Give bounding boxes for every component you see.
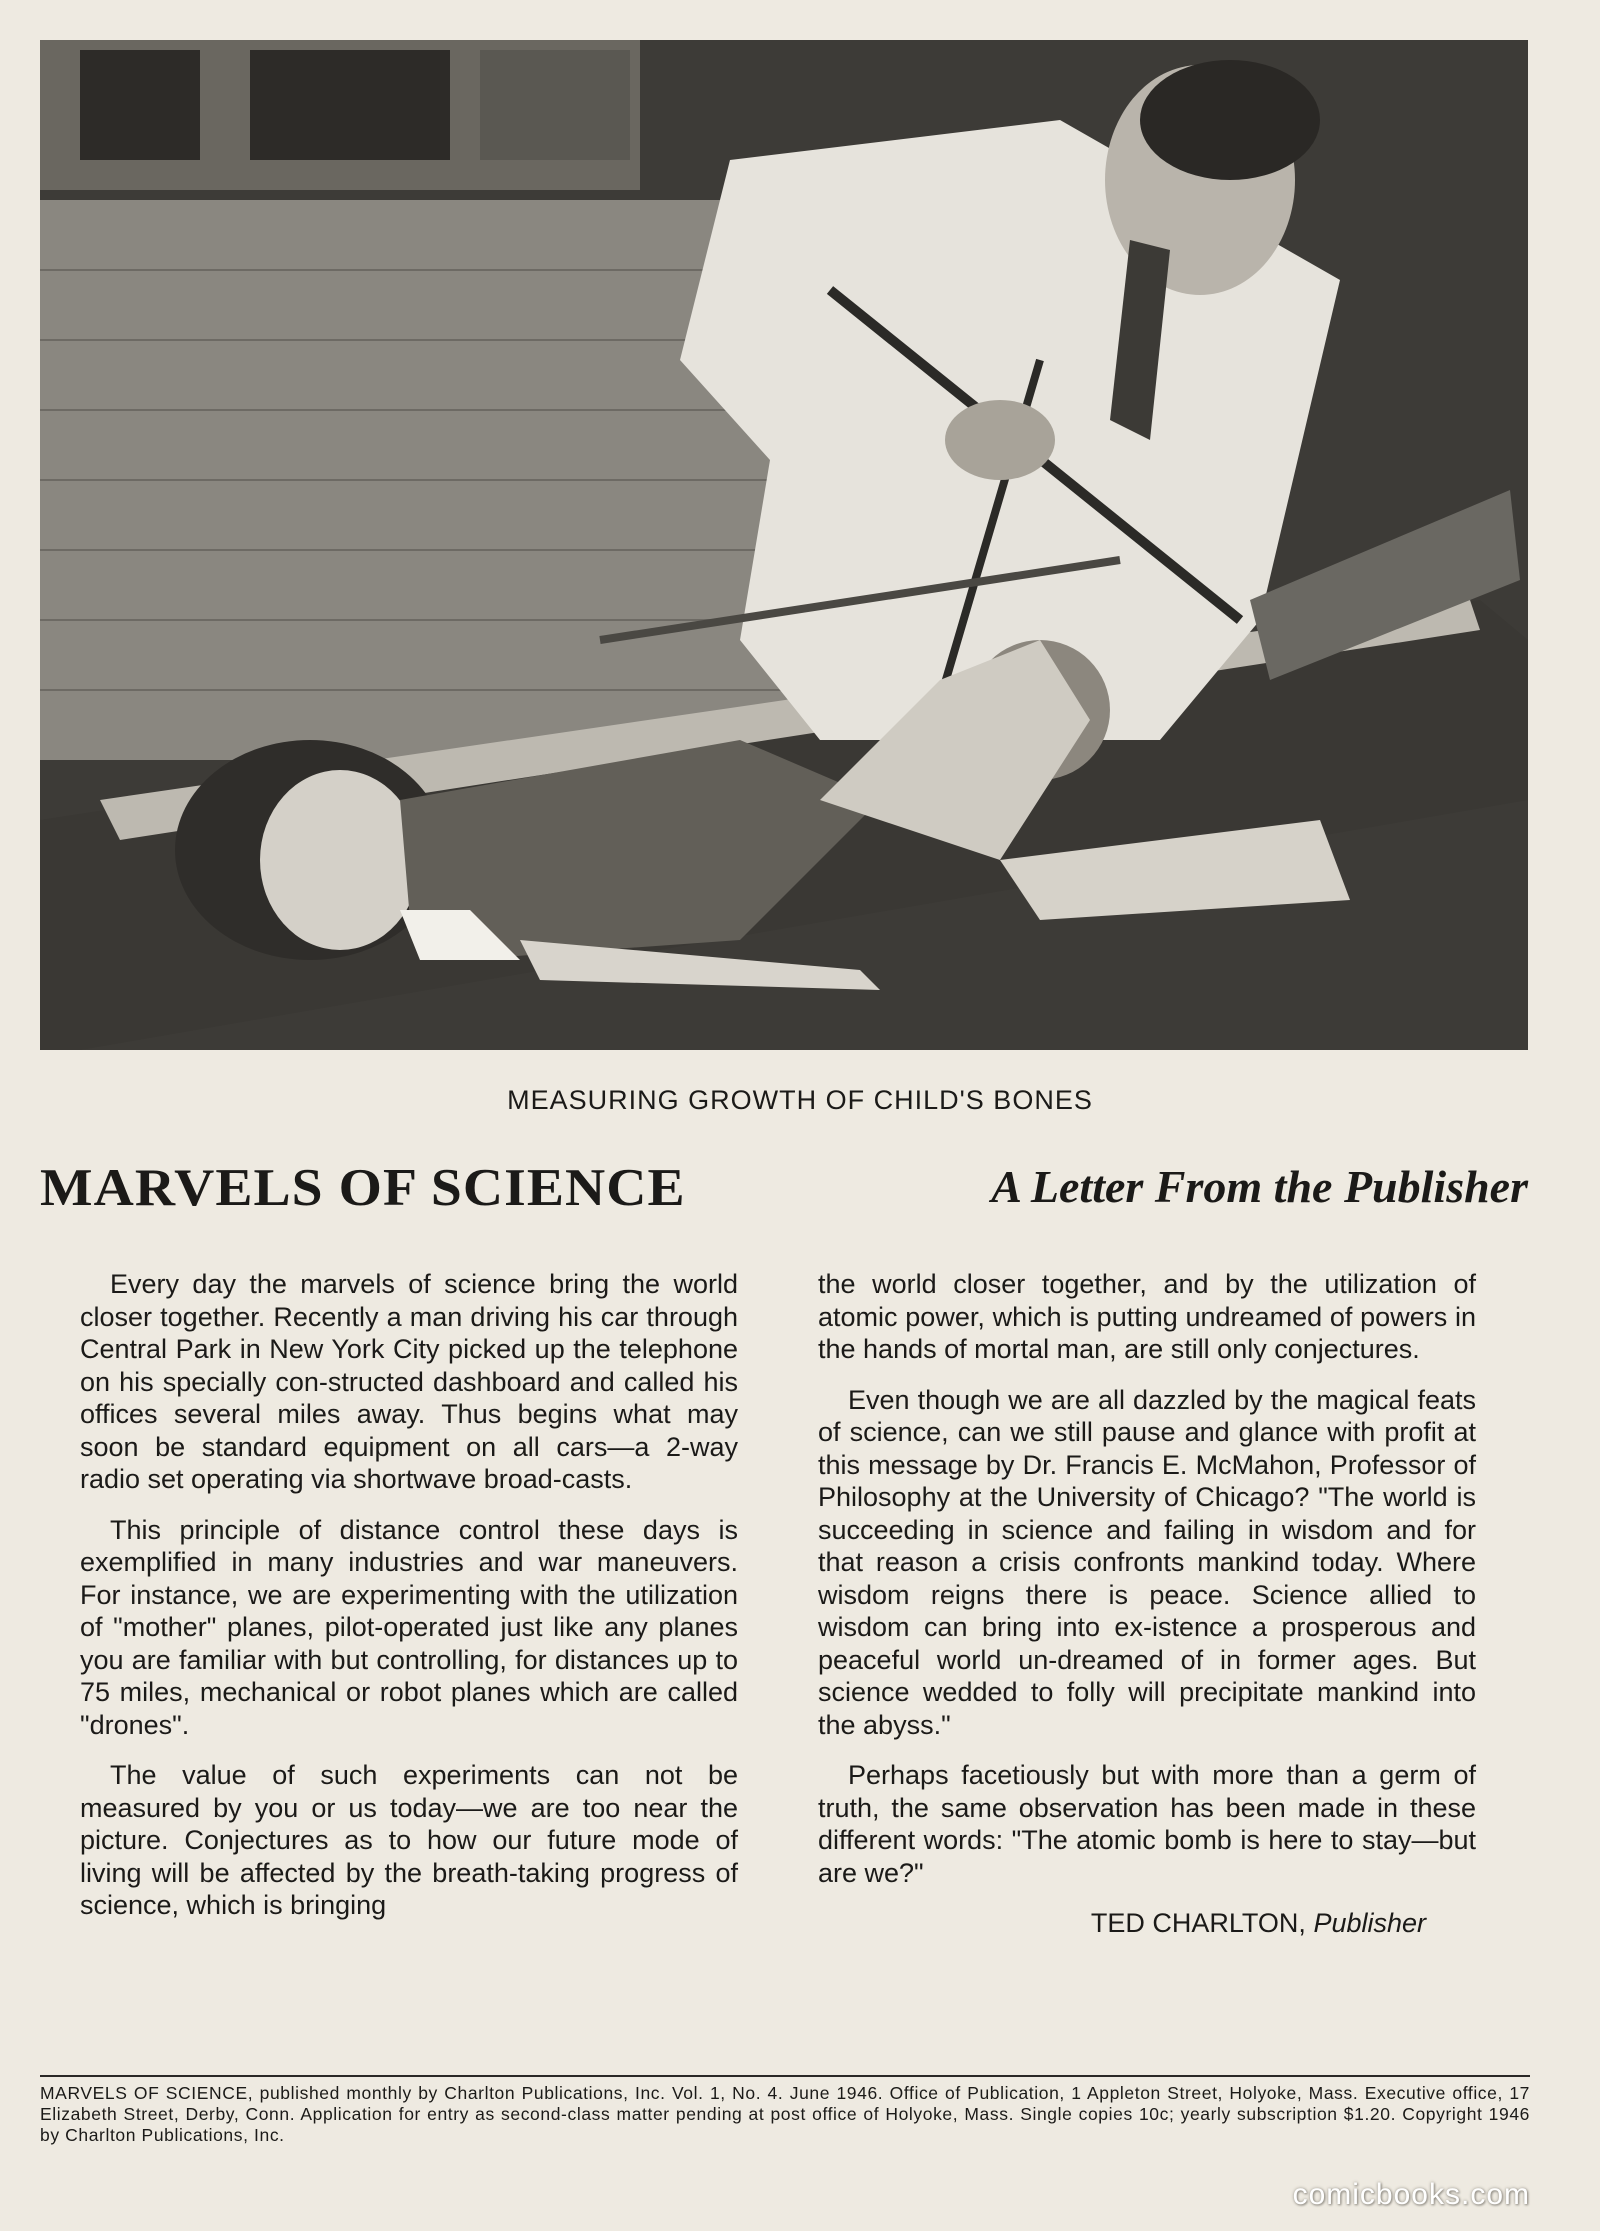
signature-role: Publisher — [1313, 1908, 1426, 1938]
article-subtitle: A Letter From the Publisher — [991, 1161, 1528, 1212]
footer-divider — [40, 2075, 1530, 2077]
signature-name: TED CHARLTON, — [1090, 1908, 1306, 1938]
publication-notice: MARVELS OF SCIENCE, published monthly by Charlton Publications, Inc. Vol. 1, No. 4. June 1946. Office of Publication, 1 Appleton Street, Holyoke, Mass. Executive office, 17 Elizabeth Street, Derby, Conn. Application for entry as second-class matter pending at post office of Holyoke, Mass. Single copies 10c; yearly subscription $1.20. Copyright 1946 by Charlton Publications, Inc. — [40, 2083, 1530, 2145]
photo-measuring-child-bones — [40, 40, 1528, 1050]
magazine-masthead: MARVELS OF SCIENCE — [40, 1159, 686, 1217]
photo-caption: MEASURING GROWTH OF CHILD'S BONES — [507, 1085, 1093, 1115]
publisher-signature — [818, 1907, 1476, 1940]
paragraph: Perhaps facetiously but with more than a germ of truth, the same observation has been made in these different words: "The atomic bomb is here to stay—but are we?" — [818, 1760, 1476, 1888]
paragraph: the world closer together, and by the utilization of atomic power, which is putting undreamed of powers in the hands of mortal man, are still only conjectures. — [818, 1269, 1476, 1364]
article-column-right — [818, 1268, 1476, 1940]
watermark: comicbooks.com — [1292, 2178, 1530, 2211]
paragraph: The value of such experiments can not be measured by you or us today—we are too near the picture. Conjectures as to how our future mode of living will be affected by the breath-taking progress of science, which is bringing — [80, 1760, 738, 1920]
paragraph: Even though we are all dazzled by the magical feats of science, can we still pause and glance with profit at this message by Dr. Francis E. McMahon, Professor of Philosophy at the University of Chicago? "The world is succeeding in science and failing in wisdom and for that reason a crisis confronts mankind today. Where wisdom reigns there is peace. Science allied to wisdom can bring into ex-istence a prosperous and peaceful world un-dreamed of in former ages. But science wedded to folly will precipitate mankind into the abyss." — [818, 1384, 1476, 1740]
paragraph: This principle of distance control these days is exemplified in many industries and war maneuvers. For instance, we are experimenting with the utilization of "mother" planes, pilot-operated just like any planes you are familiar with but controlling, for distances up to 75 miles, mechanical or robot planes which are called "drones". — [80, 1514, 738, 1740]
article-column-left — [80, 1268, 738, 1940]
paragraph: Every day the marvels of science bring the world closer together. Recently a man driving his car through Central Park in New York City picked up the telephone on his specially con-structed dashboard and called his offices several miles away. Thus begins what may soon be standard equipment on all cars—a 2-way radio set operating via shortwave broad-casts. — [80, 1269, 738, 1494]
photo-illustration — [40, 40, 1528, 1050]
